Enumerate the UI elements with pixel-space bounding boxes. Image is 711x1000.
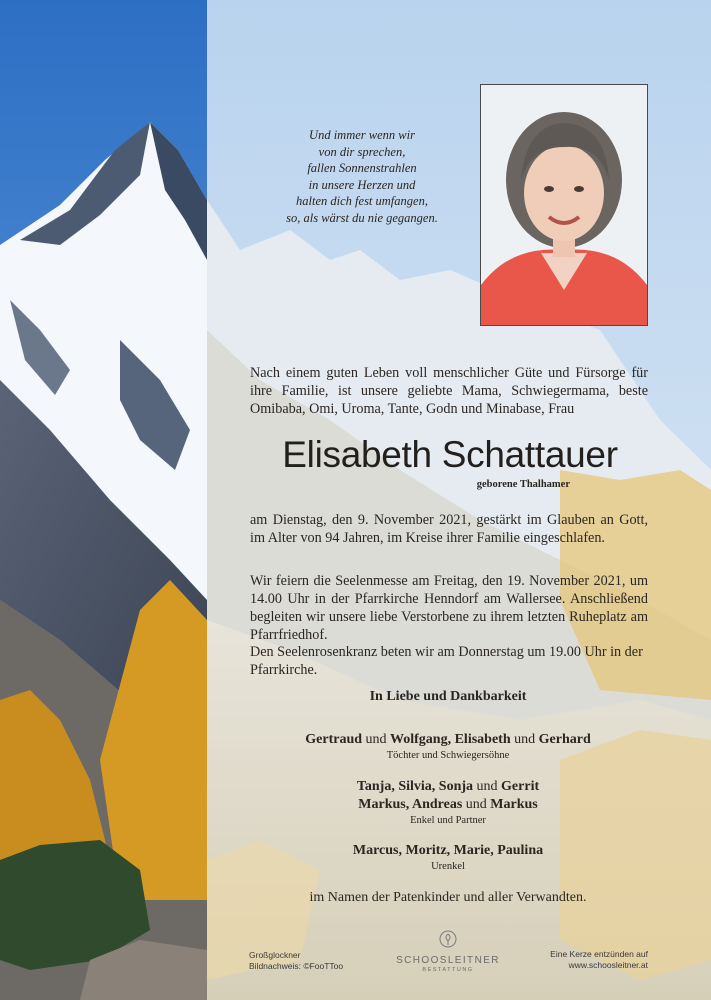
conjunction: und — [362, 732, 391, 747]
mourners-heading: In Liebe und Dankbarkeit — [369, 689, 527, 704]
mourner-names — [248, 731, 648, 749]
rose-logo-icon — [439, 930, 457, 948]
poem-line: Und immer wenn wir — [309, 128, 415, 142]
mourner-group-grandchildren — [248, 778, 648, 828]
mourner-name: Gerhard — [538, 732, 591, 747]
maiden-name: geborene Thalhamer — [476, 479, 570, 490]
funeral-home-logo — [396, 930, 500, 973]
conjunction: und — [510, 732, 539, 747]
mourner-name: Wolfgang, Elisabeth — [390, 732, 511, 747]
mourner-names — [248, 842, 648, 860]
mourner-relation: Urenkel — [431, 861, 465, 872]
mourner-name: Markus, Andreas — [358, 797, 463, 812]
poem-line: von dir sprechen, — [318, 144, 406, 159]
mourner-relation: Enkel und Partner — [410, 815, 486, 826]
image-credit: Bildnachweis: ©FooTToo — [249, 961, 344, 971]
image-credit-block — [249, 950, 343, 972]
mourner-name: Gertraud — [305, 732, 363, 747]
brand-name: SCHOOSLEITNER — [396, 955, 500, 966]
mourner-relation: Töchter und Schwiegersöhne — [386, 750, 510, 761]
mourner-name: Tanja, Silvia, Sonja — [356, 779, 474, 794]
mourner-name: Markus — [490, 797, 538, 812]
poem-line: in unsere Herzen und — [308, 177, 416, 192]
deceased-name: Elisabeth Schattauer — [282, 434, 618, 475]
mourner-names — [248, 796, 648, 814]
intro-paragraph: Nach einem guten Leben voll menschlicher Güte und Fürsorge für ihre Familie, ist unsere geliebte Mama, Schwiegermama, beste Omibaba, Omi, Uroma, Tante, Godn und Minabase, Frau — [250, 365, 648, 417]
brand-tagline: BESTATTUNG — [422, 967, 474, 973]
memorial-poem — [248, 127, 476, 226]
mass-paragraph: Wir feiern die Seelenmesse am Freitag, den 19. November 2021, um 14.00 Uhr in der Pfarrkirche Henndorf am Wallersee. Anschließend begleiten wir unsere liebe Verstorbene zu ihrem letzten Ruheplatz am Pfarrfriedhof. — [250, 573, 648, 643]
rosary-paragraph: Den Seelenrosenkranz beten wir am Donnerstag um 19.00 Uhr in der Pfarrkirche. — [250, 644, 643, 678]
conjunction: und — [473, 779, 502, 794]
closing-line: im Namen der Patenkinder und aller Verwandten. — [309, 890, 587, 905]
conjunction: und — [462, 797, 491, 812]
website-link[interactable]: www.schoosleitner.at — [568, 960, 648, 970]
mourner-names — [248, 778, 648, 796]
mourner-group-great-grandchildren — [248, 842, 648, 874]
poem-line: fallen Sonnenstrahlen — [307, 161, 417, 175]
candle-link-block — [520, 949, 648, 971]
image-location: Großglockner — [249, 950, 301, 960]
mourner-name: Marcus, Moritz, Marie, Paulina — [352, 843, 544, 858]
candle-text: Eine Kerze entzünden auf — [550, 949, 648, 959]
poem-line: so, als wärst du nie gegangen. — [286, 210, 438, 225]
portrait-photo — [480, 84, 648, 326]
mourner-group-children — [248, 731, 648, 763]
mourner-name: Gerrit — [501, 779, 540, 794]
death-paragraph: am Dienstag, den 9. November 2021, gestärkt im Glauben an Gott, im Alter von 94 Jahren, im Kreise ihrer Familie eingeschlafen. — [250, 512, 648, 546]
poem-line: halten dich fest umfangen, — [296, 194, 428, 208]
